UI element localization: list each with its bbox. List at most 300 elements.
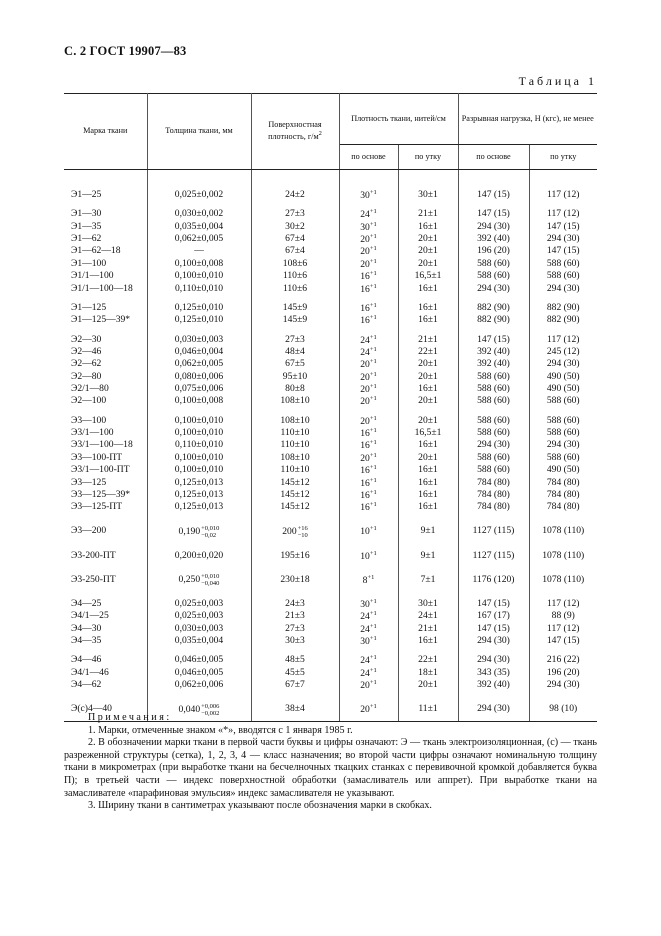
warp-value: 10 <box>360 550 370 562</box>
cell-load-weft: 294 (30) <box>546 358 580 370</box>
table-row <box>64 667 597 679</box>
cell-density <box>251 521 339 543</box>
warp-value: 20 <box>360 704 370 716</box>
cell-threads-warp <box>339 302 398 314</box>
cell-mark: Э3/1—100—18 <box>64 439 147 451</box>
cell-load-weft: 294 (30) <box>546 679 580 691</box>
thickness-value: 0,100±0,010 <box>174 270 224 282</box>
warp-value: 30 <box>360 598 370 610</box>
table-row <box>64 569 597 591</box>
cell-mark: Э3/1—100-ПТ <box>64 464 147 476</box>
warp-tolerance: +1 <box>369 501 377 509</box>
cell-threads-warp <box>339 415 398 427</box>
cell-density <box>251 654 339 666</box>
cell-threads-weft: 20±1 <box>398 371 458 383</box>
table-row <box>64 427 597 439</box>
cell-threads-warp <box>339 464 398 476</box>
density-value: 45±5 <box>285 666 305 678</box>
warp-tolerance: +1 <box>369 597 377 605</box>
thickness-value: 0,025±0,003 <box>174 610 224 622</box>
cell-threads-warp <box>339 221 398 233</box>
density-value: 145±12 <box>280 501 310 513</box>
tol-lower: −0,040 <box>201 579 220 587</box>
cell-density <box>251 189 339 201</box>
cell-density <box>251 452 339 464</box>
thickness-value: 0,110±0,010 <box>174 439 224 451</box>
cell-threads-weft: 21±1 <box>398 623 458 635</box>
tol-lower: −0,002 <box>201 709 220 717</box>
warp-tolerance: +1 <box>369 451 377 459</box>
table-row <box>64 245 597 257</box>
warp-tolerance: +1 <box>369 549 377 557</box>
cell-load-warp: 147 (15) <box>458 598 529 610</box>
cell-thickness <box>147 550 251 562</box>
col-header-load-weft: по утку <box>529 145 597 170</box>
cell-load-warp: 784 (80) <box>458 477 529 489</box>
cell-mark: Э4/1—25 <box>64 610 147 622</box>
cell-threads-weft: 16±1 <box>398 302 458 314</box>
cell-threads-warp <box>339 623 398 635</box>
density-value: 67±7 <box>285 679 305 691</box>
warp-tolerance: +1 <box>369 464 377 472</box>
density-value: 27±3 <box>285 208 305 220</box>
table-row <box>64 258 597 270</box>
row-spacer <box>64 647 597 654</box>
warp-value: 16 <box>360 477 370 489</box>
warp-value: 24 <box>360 611 370 623</box>
warp-tolerance: +1 <box>369 488 377 496</box>
density-value: 30±2 <box>285 220 305 232</box>
thickness-tolerance <box>201 573 219 587</box>
density-value: 200 <box>282 525 297 537</box>
table-row <box>64 679 597 691</box>
cell-load-weft: 147 (15) <box>546 245 580 257</box>
warp-value: 16 <box>360 271 370 283</box>
cell-threads-warp <box>339 635 398 647</box>
cell-threads-warp <box>339 346 398 358</box>
cell-threads-weft: 16±1 <box>398 489 458 501</box>
cell-density <box>251 598 339 610</box>
warp-tolerance: +1 <box>369 654 377 662</box>
density-value: 24±2 <box>285 189 305 200</box>
cell-mark: Э3—200 <box>64 521 147 543</box>
tol-upper: +0,010 <box>201 572 220 580</box>
thickness-value: 0,100±0,008 <box>174 257 224 269</box>
thickness-value: 0,062±0,006 <box>174 679 224 691</box>
warp-value: 16 <box>360 465 370 477</box>
cell-thickness <box>147 233 251 245</box>
cell-mark: Э2/1—80 <box>64 383 147 395</box>
table-row <box>64 270 597 282</box>
warp-tolerance: +1 <box>369 233 377 241</box>
thickness-value: 0,100±0,010 <box>174 414 224 426</box>
thickness-value: 0,040 <box>178 703 201 715</box>
cell-load-weft: 490 (50) <box>546 464 580 476</box>
cell-thickness <box>147 501 251 513</box>
cell-threads-weft: 30±1 <box>398 189 458 201</box>
cell-thickness <box>147 489 251 501</box>
cell-load-warp: 882 (90) <box>458 302 529 314</box>
cell-mark: Э1—100 <box>64 258 147 270</box>
cell-thickness <box>147 477 251 489</box>
density-tolerance <box>298 525 308 539</box>
table-row <box>64 623 597 635</box>
cell-threads-warp <box>339 427 398 439</box>
density-value: 95±10 <box>282 370 308 382</box>
warp-value: 16 <box>360 302 370 314</box>
density-value: 108±10 <box>280 451 310 463</box>
density-value: 110±6 <box>282 282 308 294</box>
cell-density <box>251 550 339 562</box>
cell-load-warp: 588 (60) <box>458 371 529 383</box>
cell-mark: Э1—125—39* <box>64 314 147 326</box>
density-value: 80±8 <box>285 383 305 395</box>
warp-value: 10 <box>360 526 370 538</box>
table-row <box>64 221 597 233</box>
cell-threads-weft: 11±1 <box>398 699 458 722</box>
density-value: 110±6 <box>282 270 308 282</box>
density-value: 27±3 <box>285 333 305 345</box>
warp-tolerance: +1 <box>369 245 377 253</box>
cell-load-weft: 490 (50) <box>546 370 580 382</box>
row-spacer <box>64 170 597 190</box>
cell-load-warp: 147 (15) <box>458 189 529 201</box>
cell-threads-weft: 16±1 <box>398 501 458 513</box>
cell-load-weft: 1078 (110) <box>542 525 585 537</box>
warp-value: 20 <box>360 680 370 692</box>
cell-load-weft: 784 (80) <box>546 476 580 488</box>
thickness-value: 0,046±0,004 <box>174 345 224 357</box>
cell-load-warp: 588 (60) <box>458 427 529 439</box>
cell-threads-weft: 16,5±1 <box>398 270 458 282</box>
thickness-value: 0,110±0,010 <box>174 282 224 294</box>
cell-load-warp: 588 (60) <box>458 258 529 270</box>
table-row <box>64 452 597 464</box>
warp-value: 16 <box>360 489 370 501</box>
warp-value: 16 <box>360 440 370 452</box>
cell-density <box>251 569 339 591</box>
cell-density <box>251 258 339 270</box>
cell-threads-weft: 20±1 <box>398 395 458 407</box>
cell-density <box>251 245 339 257</box>
thickness-value: 0,025±0,002 <box>174 189 224 200</box>
col-header-density: Поверхностная плотность, $г/м^2$ <box>251 94 339 170</box>
warp-value: 24 <box>360 334 370 346</box>
thickness-value: 0,046±0,005 <box>174 666 224 678</box>
cell-load-warp: 147 (15) <box>458 208 529 220</box>
density-value: 110±10 <box>280 464 310 476</box>
cell-density <box>251 395 339 407</box>
cell-load-weft: 117 (12) <box>547 208 580 220</box>
warp-tolerance: +1 <box>369 333 377 341</box>
cell-mark: Э2—62 <box>64 358 147 370</box>
warp-value: 30 <box>360 221 370 233</box>
warp-tolerance: +1 <box>369 257 377 265</box>
warp-value: 20 <box>360 452 370 464</box>
warp-value: 20 <box>360 258 370 270</box>
cell-mark: Э(с)4—40 <box>64 699 147 722</box>
cell-threads-weft: 9±1 <box>398 550 458 562</box>
density-value: 30±3 <box>285 635 305 647</box>
warp-tolerance: +1 <box>369 414 377 422</box>
cell-load-weft: 294 (30) <box>546 439 580 451</box>
warp-tolerance: +1 <box>369 666 377 674</box>
cell-threads-warp <box>339 283 398 295</box>
table-row <box>64 464 597 476</box>
cell-density <box>251 383 339 395</box>
cell-thickness <box>147 314 251 326</box>
cell-thickness <box>147 334 251 346</box>
cell-threads-weft: 20±1 <box>398 258 458 270</box>
row-spacer <box>64 543 597 550</box>
thickness-value: 0,100±0,008 <box>174 395 224 407</box>
cell-mark: Э4/1—46 <box>64 667 147 679</box>
warp-tolerance: +1 <box>369 345 377 353</box>
cell-load-warp: 1127 (115) <box>458 521 529 543</box>
table-row <box>64 635 597 647</box>
cell-threads-warp <box>339 270 398 282</box>
cell-threads-weft: 16±1 <box>398 283 458 295</box>
cell-threads-warp <box>339 208 398 220</box>
row-spacer <box>64 201 597 208</box>
cell-thickness <box>147 283 251 295</box>
thickness-value: 0,075±0,006 <box>174 383 224 395</box>
cell-load-warp: 343 (35) <box>458 667 529 679</box>
thickness-value: 0,125±0,013 <box>174 488 224 500</box>
thickness-value: 0,035±0,004 <box>174 220 224 232</box>
page-header: С. 2 ГОСТ 19907—83 <box>64 44 187 58</box>
cell-load-weft: 117 (12) <box>547 189 580 200</box>
cell-mark: Э2—46 <box>64 346 147 358</box>
table-row <box>64 233 597 245</box>
cell-density <box>251 334 339 346</box>
cell-threads-weft: 21±1 <box>398 208 458 220</box>
cell-load-weft: 196 (20) <box>546 666 580 678</box>
cell-density <box>251 477 339 489</box>
density-value: 38±4 <box>285 703 305 715</box>
table-row <box>64 346 597 358</box>
cell-mark: Э2—30 <box>64 334 147 346</box>
table-row <box>64 314 597 326</box>
cell-mark: Э1—125 <box>64 302 147 314</box>
cell-thickness <box>147 610 251 622</box>
cell-threads-weft: 18±1 <box>398 667 458 679</box>
density-value: 48±4 <box>285 345 305 357</box>
cell-density <box>251 221 339 233</box>
table-row <box>64 477 597 489</box>
cell-thickness <box>147 521 251 543</box>
thickness-value: 0,030±0,003 <box>174 333 224 345</box>
cell-threads-weft: 16±1 <box>398 314 458 326</box>
warp-tolerance: +1 <box>369 358 377 366</box>
cell-load-weft: 784 (80) <box>546 488 580 500</box>
warp-tolerance: +1 <box>369 427 377 435</box>
density-value: 110±10 <box>280 439 310 451</box>
warp-value: 24 <box>360 623 370 635</box>
cell-threads-weft: 24±1 <box>398 610 458 622</box>
cell-thickness <box>147 258 251 270</box>
cell-mark: Э4—25 <box>64 598 147 610</box>
col-header-threads-weft: по утку <box>398 145 458 170</box>
cell-thickness <box>147 679 251 691</box>
cell-thickness <box>147 245 251 257</box>
cell-threads-weft: 16±1 <box>398 635 458 647</box>
table-row <box>64 439 597 451</box>
cell-thickness <box>147 439 251 451</box>
cell-load-weft: 117 (12) <box>547 597 580 609</box>
cell-threads-weft: 20±1 <box>398 358 458 370</box>
thickness-value: 0,125±0,010 <box>174 301 224 313</box>
cell-load-warp: 147 (15) <box>458 334 529 346</box>
cell-load-warp: 392 (40) <box>458 346 529 358</box>
warp-tolerance: +1 <box>369 270 377 278</box>
cell-threads-weft: 20±1 <box>398 245 458 257</box>
cell-load-weft: 117 (12) <box>547 622 580 634</box>
density-value: 145±9 <box>282 301 308 313</box>
warp-tolerance: +1 <box>369 220 377 228</box>
cell-threads-warp <box>339 439 398 451</box>
thickness-value: 0,030±0,003 <box>174 622 224 634</box>
warp-tolerance: +1 <box>369 439 377 447</box>
cell-load-weft: 490 (50) <box>546 383 580 395</box>
cell-thickness <box>147 221 251 233</box>
warp-tolerance: +1 <box>369 622 377 630</box>
density-value: 108±10 <box>280 395 310 407</box>
warp-tolerance: +1 <box>369 476 377 484</box>
table-body <box>64 170 597 722</box>
cell-load-weft: 147 (15) <box>546 220 580 232</box>
thickness-value: 0,200±0,020 <box>174 549 224 561</box>
cell-threads-warp <box>339 679 398 691</box>
cell-thickness <box>147 667 251 679</box>
cell-load-warp: 882 (90) <box>458 314 529 326</box>
cell-threads-warp <box>339 371 398 383</box>
cell-density <box>251 610 339 622</box>
notes-title: Примечания: <box>88 712 172 723</box>
cell-threads-warp <box>339 477 398 489</box>
cell-mark: Э2—100 <box>64 395 147 407</box>
cell-load-warp: 167 (17) <box>458 610 529 622</box>
cell-load-weft: 1078 (110) <box>542 573 585 585</box>
thickness-value: 0,100±0,010 <box>174 464 224 476</box>
col-header-threads: Плотность ткани, нитей/см <box>339 94 458 145</box>
table-row <box>64 283 597 295</box>
density-value: 108±6 <box>282 257 308 269</box>
cell-threads-warp <box>339 550 398 562</box>
cell-mark: Э4—46 <box>64 654 147 666</box>
cell-load-weft: 588 (60) <box>546 270 580 282</box>
warp-value: 20 <box>360 384 370 396</box>
cell-density <box>251 427 339 439</box>
cell-threads-warp <box>339 314 398 326</box>
warp-value: 20 <box>360 234 370 246</box>
cell-threads-warp <box>339 489 398 501</box>
cell-density <box>251 635 339 647</box>
thickness-value: 0,046±0,005 <box>174 654 224 666</box>
warp-tolerance: +1 <box>369 610 377 618</box>
cell-density <box>251 464 339 476</box>
cell-load-warp: 392 (40) <box>458 233 529 245</box>
cell-mark: Э4—30 <box>64 623 147 635</box>
table-row <box>64 610 597 622</box>
density-value: 21±3 <box>285 610 305 622</box>
density-value: 67±4 <box>285 233 305 245</box>
cell-load-warp: 588 (60) <box>458 383 529 395</box>
warp-value: 20 <box>360 246 370 258</box>
warp-tolerance: +1 <box>369 282 377 290</box>
cell-load-weft: 588 (60) <box>546 427 580 439</box>
cell-threads-warp <box>339 334 398 346</box>
cell-load-weft: 588 (60) <box>546 257 580 269</box>
thickness-value: 0,250 <box>178 574 201 586</box>
cell-threads-warp <box>339 258 398 270</box>
cell-load-warp: 588 (60) <box>458 452 529 464</box>
cell-threads-warp <box>339 598 398 610</box>
cell-thickness <box>147 395 251 407</box>
cell-mark: Э3—100 <box>64 415 147 427</box>
cell-load-warp: 784 (80) <box>458 501 529 513</box>
cell-load-warp: 1127 (115) <box>458 550 529 562</box>
table-row <box>64 371 597 383</box>
cell-threads-warp <box>339 569 398 591</box>
warp-value: 16 <box>360 502 370 514</box>
cell-mark: Э3—125—39* <box>64 489 147 501</box>
cell-density <box>251 623 339 635</box>
warp-tolerance: +1 <box>367 573 375 581</box>
cell-threads-weft: 16±1 <box>398 383 458 395</box>
table-row <box>64 334 597 346</box>
cell-load-warp: 588 (60) <box>458 464 529 476</box>
cell-thickness <box>147 598 251 610</box>
cell-threads-weft: 16±1 <box>398 464 458 476</box>
warp-tolerance: +1 <box>369 525 377 533</box>
thickness-value: 0,030±0,002 <box>174 208 224 220</box>
density-value: 230±18 <box>280 573 310 585</box>
col-header-load: Разрывная нагрузка, Н (кгс), не менее <box>458 94 597 145</box>
cell-load-warp: 588 (60) <box>458 415 529 427</box>
cell-load-warp: 147 (15) <box>458 623 529 635</box>
thickness-value: 0,100±0,010 <box>174 451 224 463</box>
cell-mark: Э3—100-ПТ <box>64 452 147 464</box>
tol-lower: −10 <box>297 531 308 539</box>
density-value: 145±12 <box>280 488 310 500</box>
cell-mark: Э1—62—18 <box>64 245 147 257</box>
cell-threads-warp <box>339 233 398 245</box>
density-value: 195±16 <box>280 549 310 561</box>
warp-value: 30 <box>360 636 370 648</box>
thickness-value: 0,062±0,005 <box>174 233 224 245</box>
cell-density <box>251 208 339 220</box>
cell-threads-warp <box>339 189 398 201</box>
warp-value: 24 <box>360 346 370 358</box>
cell-threads-weft: 20±1 <box>398 679 458 691</box>
warp-tolerance: +1 <box>369 635 377 643</box>
cell-thickness <box>147 635 251 647</box>
cell-load-warp: 588 (60) <box>458 395 529 407</box>
cell-load-weft: 216 (22) <box>546 654 580 666</box>
warp-value: 24 <box>360 655 370 667</box>
note-1: 1. Марки, отмеченные знаком «*», вводятся с 1 января 1985 г. <box>88 724 353 736</box>
table-row <box>64 501 597 513</box>
cell-threads-warp <box>339 654 398 666</box>
warp-value: 20 <box>360 371 370 383</box>
cell-load-warp: 294 (30) <box>458 635 529 647</box>
thickness-value: 0,080±0,006 <box>174 370 224 382</box>
thickness-value: 0,062±0,005 <box>174 358 224 370</box>
warp-value: 16 <box>360 315 370 327</box>
cell-threads-weft: 20±1 <box>398 233 458 245</box>
cell-density <box>251 314 339 326</box>
